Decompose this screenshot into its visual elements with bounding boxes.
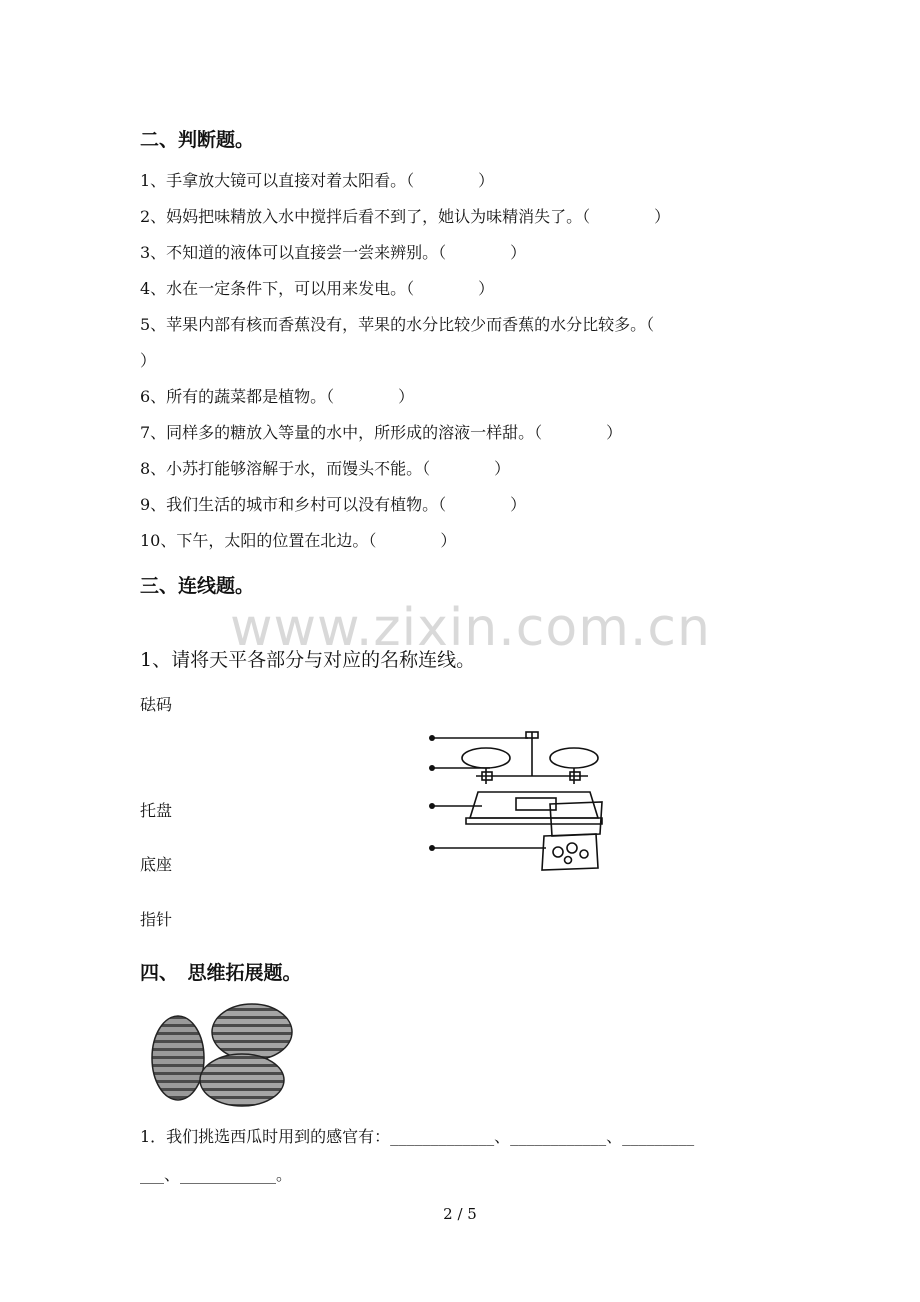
page-number: 2 / 5	[443, 1205, 477, 1223]
judge-item-9: 9、我们生活的城市和乡村可以没有植物。（ ）	[140, 495, 527, 514]
section2-title: 二、判断题。	[140, 129, 255, 151]
judge-item-5-cont: ）	[140, 351, 157, 370]
label-tray: 托盘	[140, 801, 173, 820]
watermark: www.zixin.com.cn	[230, 598, 711, 658]
judge-item-7: 7、同样多的糖放入等量的水中，所形成的溶液一样甜。（ ）	[140, 423, 623, 442]
label-pointer: 指针	[140, 910, 173, 929]
section4-title: 四、 思维拓展题。	[140, 962, 302, 984]
section3-title: 三、连线题。	[140, 575, 255, 597]
judge-item-3: 3、不知道的液体可以直接尝一尝来辨别。（ ）	[140, 243, 527, 262]
label-base: 底座	[140, 855, 173, 874]
matching-question: 1、请将天平各部分与对应的名称连线。	[140, 649, 476, 671]
senses-question-line2: ___、____________。	[140, 1165, 293, 1184]
watermelon-2	[212, 1004, 292, 1060]
judge-item-6: 6、所有的蔬菜都是植物。（ ）	[140, 387, 415, 406]
judge-item-5: 5、苹果内部有核而香蕉没有，苹果的水分比较少而香蕉的水分比较多。（	[140, 315, 655, 334]
watermelon-1	[152, 1016, 204, 1100]
watermelons-illustration	[148, 1000, 298, 1108]
judge-item-1: 1、手拿放大镜可以直接对着太阳看。（ ）	[140, 171, 495, 190]
label-weights: 砝码	[140, 695, 173, 714]
judge-item-4: 4、水在一定条件下，可以用来发电。（ ）	[140, 279, 495, 298]
senses-question-line1: 1．我们挑选西瓜时用到的感官有：_____________、____________、_________	[140, 1127, 695, 1146]
judge-item-2: 2、妈妈把味精放入水中搅拌后看不到了，她认为味精消失了。（ ）	[140, 207, 671, 226]
watermelon-3	[200, 1054, 284, 1106]
judge-item-8: 8、小苏打能够溶解于水，而馒头不能。（ ）	[140, 459, 511, 478]
balance-scale-illustration	[420, 726, 620, 872]
judge-item-10: 10、下午，太阳的位置在北边。（ ）	[140, 531, 457, 550]
